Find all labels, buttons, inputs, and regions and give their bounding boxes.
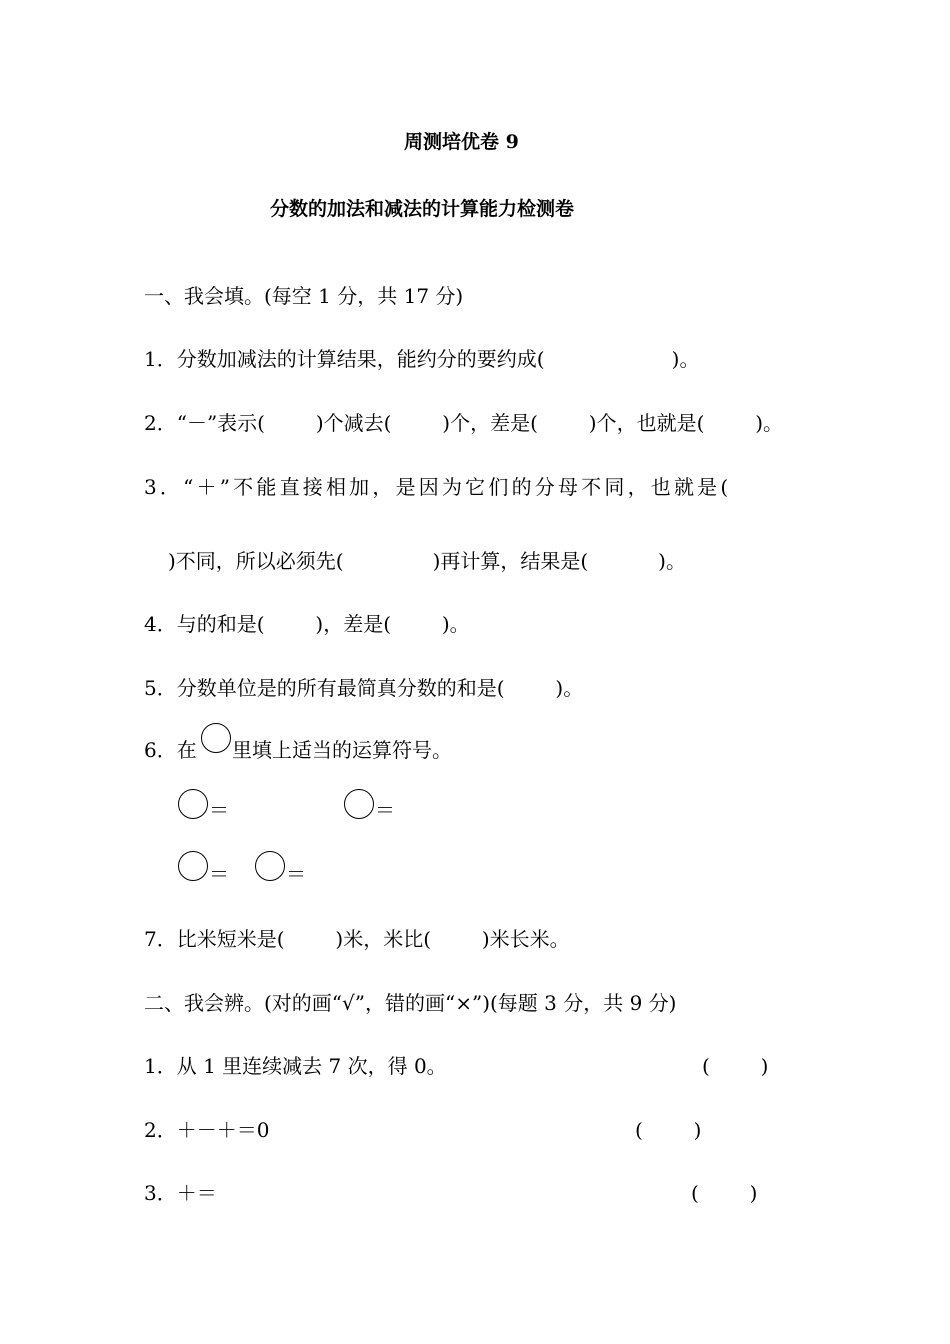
section1-question-6-prefix: 6．在 — [144, 738, 197, 762]
section1-question-3-line1: 3．“＋”不能直接相加，是因为它们的分母不同，也就是( — [144, 475, 732, 499]
operator-circle-input-4[interactable] — [255, 851, 285, 881]
answer-parentheses: ( ) — [691, 1181, 758, 1205]
operator-circle-icon — [201, 723, 231, 753]
section1-question-1: 1．分数加减法的计算结果，能约分的要约成( )。 — [144, 347, 700, 371]
section1-heading: 一、我会填。(每空 1 分，共 17 分) — [144, 284, 464, 308]
section2-heading: 二、我会辨。(对的画“√”，错的画“×”)(每题 3 分，共 9 分) — [144, 991, 677, 1015]
answer-parentheses: ( ) — [635, 1118, 702, 1142]
operator-circle-input-2[interactable] — [344, 789, 374, 819]
equals-sign: ＝ — [375, 798, 395, 822]
section1-question-7: 7．比米短米是( )米，米比( )米长米。 — [144, 927, 570, 951]
page-title: 周测培优卷 9 — [404, 131, 519, 153]
section2-question-2: 2．＋－＋＝0 — [144, 1118, 270, 1142]
answer-parentheses: ( ) — [702, 1054, 769, 1078]
page-subtitle: 分数的加法和减法的计算能力检测卷 — [270, 198, 575, 220]
equals-sign: ＝ — [209, 862, 229, 886]
section2-question-1: 1．从 1 里连续减去 7 次，得 0。 — [144, 1054, 447, 1078]
equals-sign: ＝ — [209, 798, 229, 822]
section1-question-4: 4．与的和是( )，差是( )。 — [144, 612, 470, 636]
section1-question-6-suffix: 里填上适当的运算符号。 — [232, 738, 452, 762]
section1-question-2: 2．“－”表示( )个减去( )个，差是( )个，也就是( )。 — [144, 411, 784, 435]
operator-circle-input-3[interactable] — [178, 851, 208, 881]
section2-question-3: 3．＋＝ — [144, 1181, 217, 1205]
section1-question-3-line2: )不同，所以必须先( )再计算，结果是( )。 — [168, 549, 686, 573]
operator-circle-input-1[interactable] — [178, 789, 208, 819]
section1-question-5: 5．分数单位是的所有最简真分数的和是( )。 — [144, 676, 584, 700]
equals-sign: ＝ — [286, 862, 306, 886]
